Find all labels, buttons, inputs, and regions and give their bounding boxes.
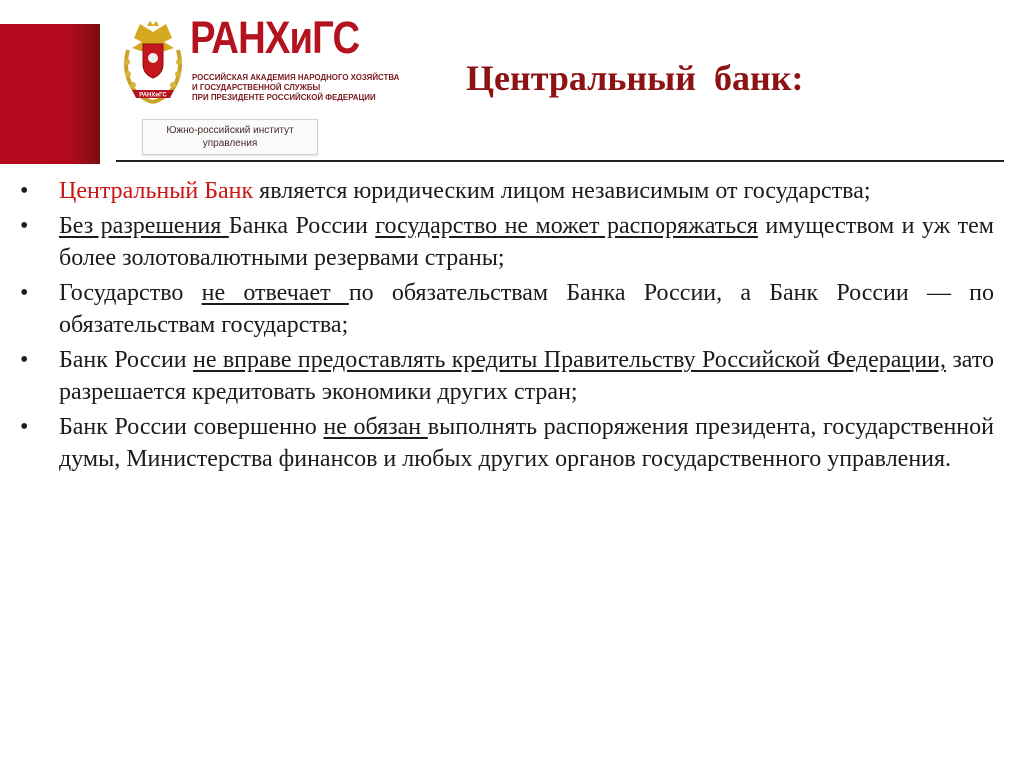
bullet-item (20, 175, 994, 207)
bullet-text-segment: Центральный Банк (59, 178, 254, 204)
bullet-text-segment: по обязательствам Банка России, а Банк России — по обязательствам государства; (59, 280, 995, 338)
bullet-item (20, 411, 994, 475)
bullet-text-segment: не обязан (323, 414, 428, 440)
bullet-text-segment: Государство (59, 280, 202, 306)
bullet-text-segment: выполнять распоряжения президента, государственной думы, Министерства финансов и любых других органов государственного управления. (59, 414, 994, 472)
brand-line-1: РОССИЙСКАЯ АКАДЕМИЯ НАРОДНОГО ХОЗЯЙСТВА (192, 72, 400, 82)
bullet-item (20, 344, 994, 408)
bullet-icon: • (20, 347, 29, 373)
institute-line-1: Южно-российский институт (166, 125, 294, 136)
bullet-text-segment: Банка России (228, 213, 376, 239)
bullet-list (20, 175, 994, 478)
crest-icon (118, 20, 188, 106)
bullet-icon: • (20, 178, 29, 204)
bullet-item (20, 210, 994, 274)
brand-line-2: И ГОСУДАРСТВЕННОЙ СЛУЖБЫ (192, 82, 321, 92)
bullet-text-segment: Без разрешения (59, 213, 229, 239)
bullet-text-segment: не отвечает (201, 280, 349, 306)
title-divider (116, 160, 1004, 162)
bullet-icon: • (20, 280, 29, 306)
bullet-text-segment: является юридическим лицом независимым от государства; (253, 178, 871, 204)
bullet-text-segment: зато разрешается кредитовать экономики других стран; (59, 347, 995, 405)
bullet-text-segment: Банк России (59, 347, 193, 373)
bullet-item (20, 277, 994, 341)
bullet-text-segment: не вправе предоставлять кредиты Правительству Российской Федерации, (192, 347, 946, 373)
slide-title: Центральный банк: (466, 58, 804, 98)
bullet-text-segment: Банк России совершенно (59, 414, 324, 440)
brand-logo (190, 12, 400, 109)
emblem-ribbon-text: РАНХиГС (139, 92, 167, 99)
red-side-band (0, 24, 100, 164)
bullet-text-segment: имуществом и уж тем более золотовалютными резервами страны; (59, 213, 994, 271)
bullet-text-segment: государство не может распоряжаться (375, 213, 758, 239)
bullet-icon: • (20, 213, 29, 239)
brand-line-3: ПРИ ПРЕЗИДЕНТЕ РОССИЙСКОЙ ФЕДЕРАЦИИ (192, 92, 376, 102)
institute-label (142, 119, 318, 155)
institute-line-2: управления (202, 138, 258, 149)
brand-name: РАНХиГС (190, 12, 360, 63)
bullet-icon: • (20, 414, 29, 440)
